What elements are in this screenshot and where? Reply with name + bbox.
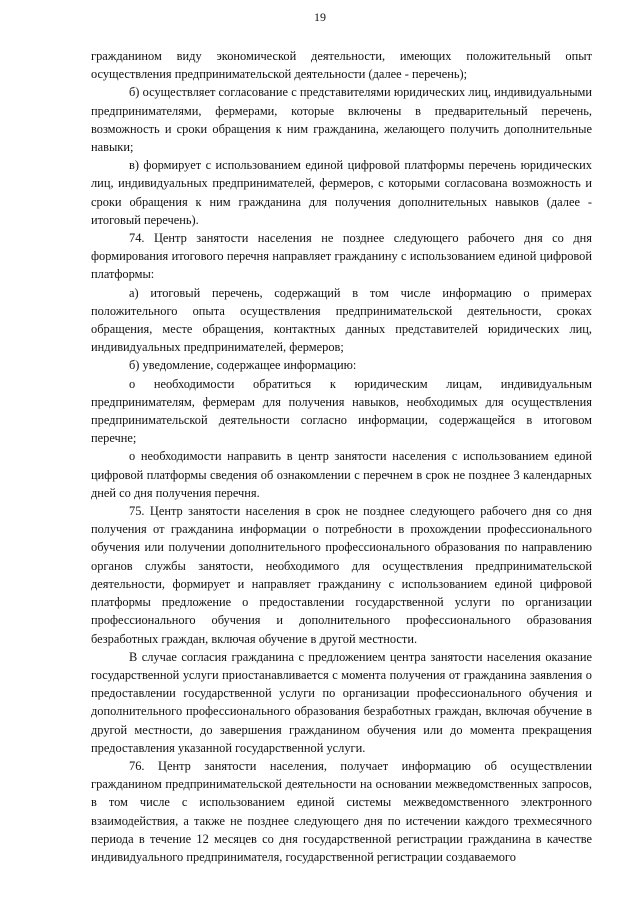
document-body: [91, 47, 592, 866]
paragraph-clause-75: 75. Центр занятости населения в срок не позднее следующего рабочего дня со дня получения от гражданина информации о потребности в прохождении профессионального обучения или получении дополнительного профессионального образования по направлению органов службы занятости, необходимого для осуществления предпринимательской деятельности, формирует и направляет гражданину с использованием единой цифровой платформы предложение о предоставлении государственной услуги по организации профессионального обучения и дополнительного профессионального образования безработных граждан, включая обучение в другой местности.: [91, 504, 592, 646]
paragraph-item-b-notification: б) уведомление, содержащее информацию:: [129, 358, 357, 373]
paragraph-clause-74: 74. Центр занятости населения не позднее следующего рабочего дня со дня формирования итогового перечня направляет гражданину с использованием единой цифровой платформы:: [91, 231, 592, 282]
paragraph-item-a: а) итоговый перечень, содержащий в том числе информацию о примерах положительного опыта осуществления предпринимательской деятельности, сроках обращения, месте обращения, контактных данных представителей юридических лиц, индивидуальных предпринимателей, фермеров;: [91, 285, 592, 355]
paragraph-item-b: б) осуществляет согласование с представителями юридических лиц, индивидуальными предпринимателями, фермерами, которые включены в предварительный перечень, возможность и сроки обращения к ним гражданина, желающего получить дополнительные навыки;: [91, 85, 592, 155]
paragraph-notification-2: о необходимости направить в центр занятости населения с использованием единой цифровой платформы сведения об ознакомлении с перечнем в срок не позднее 3 календарных дней со дня получения перечня.: [91, 449, 592, 500]
paragraph-consent: В случае согласия гражданина с предложением центра занятости населения оказание государственной услуги приостанавливается с момента получения от гражданина заявления о предоставлении государственной услуги по организации профессионального обучения и дополнительного профессионального образования безработных граждан, включая обучение в другой местности, до завершения гражданином обучения или до момента прекращения предоставления указанной государственной услуги.: [91, 649, 592, 755]
paragraph-clause-76: 76. Центр занятости населения, получает информацию об осуществлении гражданином предпринимательской деятельности на основании межведомственных запросов, в том числе с использованием единой системы межведомственного электронного взаимодействия, а также не позднее следующего дня по истечении каждого трехмесячного периода в течение 12 месяцев со дня государственной регистрации гражданина в качестве индивидуального предпринимателя, государственной регистрации создаваемого: [91, 758, 592, 864]
page-number: 19: [314, 10, 326, 24]
paragraph-list-end: гражданином виду экономической деятельности, имеющих положительный опыт осуществления предпринимательской деятельности (далее - перечень);: [91, 49, 592, 82]
paragraph-notification-1: о необходимости обратиться к юридическим лицам, индивидуальным предпринимателям, фермерам для получения навыков, необходимых для осуществления предпринимательской деятельности согласно информации, содержащейся в итоговом перечне;: [91, 376, 592, 446]
paragraph-item-v: в) формирует с использованием единой цифровой платформы перечень юридических лиц, индивидуальных предпринимателей, фермеров, с которыми согласована возможность и сроки обращения к ним гражданина для получения дополнительных навыков (далее - итоговый перечень).: [91, 158, 592, 227]
